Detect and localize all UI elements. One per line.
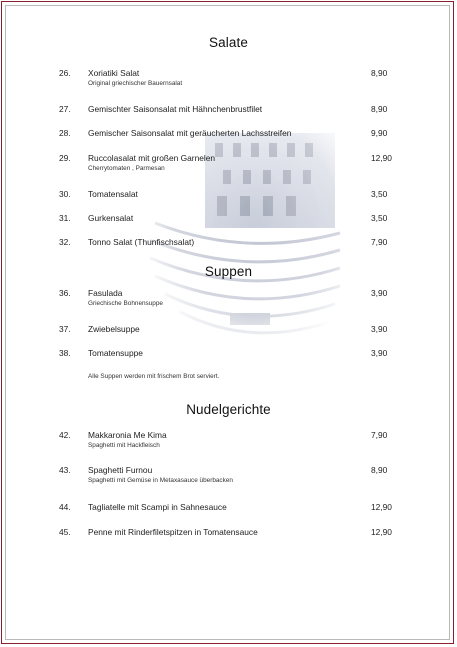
- item-number: 45.: [59, 527, 71, 537]
- item-number: 32.: [59, 237, 71, 247]
- item-name: Tomatensuppe: [88, 348, 143, 358]
- item-name: Tomatensalat: [88, 189, 138, 199]
- item-number: 28.: [59, 128, 71, 138]
- item-description: Griechische Bohnensuppe: [88, 300, 163, 307]
- item-name: Fasulada: [88, 288, 123, 298]
- item-name: Xoriatiki Salat: [88, 68, 140, 78]
- item-name: Tagliatelle mit Scampi in Sahnesauce: [88, 502, 227, 512]
- item-number: 36.: [59, 288, 71, 298]
- item-number: 30.: [59, 189, 71, 199]
- item-number: 38.: [59, 348, 71, 358]
- item-number: 42.: [59, 430, 71, 440]
- item-price: 3,90: [371, 324, 388, 334]
- item-number: 44.: [59, 502, 71, 512]
- item-number: 29.: [59, 153, 71, 163]
- soup-note: Alle Suppen werden mit frischem Brot serviert.: [88, 373, 220, 380]
- item-price: 3,90: [371, 348, 388, 358]
- item-price: 3,50: [371, 189, 388, 199]
- item-name: Ruccolasalat mit großen Garnelen: [88, 153, 216, 163]
- item-name: Gurkensalat: [88, 213, 134, 223]
- item-price: 7,90: [371, 430, 388, 440]
- section-heading-suppen: Suppen: [204, 264, 253, 279]
- item-price: 8,90: [371, 104, 388, 114]
- item-number: 26.: [59, 68, 71, 78]
- item-name: Zwiebelsuppe: [88, 324, 140, 334]
- item-name: Gemischer Saisonsalat mit geräucherten Lachsstreifen: [88, 128, 292, 138]
- item-description: Spaghetti mit Hackfleisch: [88, 442, 160, 449]
- item-price: 8,90: [371, 68, 388, 78]
- item-price: 3,50: [371, 213, 388, 223]
- item-number: 31.: [59, 213, 71, 223]
- item-number: 43.: [59, 465, 71, 475]
- item-name: Spaghetti Furnou: [88, 465, 153, 475]
- item-description: Cherrytomaten , Parmesan: [88, 165, 165, 172]
- item-name: Makkaronia Me Kima: [88, 430, 167, 440]
- item-name: Tonno Salat (Thunfischsalat): [88, 237, 195, 247]
- item-number: 27.: [59, 104, 71, 114]
- item-price: 9,90: [371, 128, 388, 138]
- item-price: 7,90: [371, 237, 388, 247]
- item-name: Gemischter Saisonsalat mit Hähnchenbrustfilet: [88, 104, 263, 114]
- item-price: 12,90: [371, 502, 392, 512]
- item-description: Original griechischer Bauernsalat: [88, 80, 183, 87]
- section-heading-salate: Salate: [209, 35, 248, 50]
- section-heading-nudelgerichte: Nudelgerichte: [186, 402, 271, 417]
- item-price: 12,90: [371, 153, 392, 163]
- item-price: 12,90: [371, 527, 392, 537]
- item-number: 37.: [59, 324, 71, 334]
- item-price: 3,90: [371, 288, 388, 298]
- item-description: Spaghetti mit Gemüse in Metaxasauce überbacken: [88, 477, 233, 484]
- item-name: Penne mit Rinderfiletspitzen in Tomatensauce: [88, 527, 258, 537]
- item-price: 8,90: [371, 465, 388, 475]
